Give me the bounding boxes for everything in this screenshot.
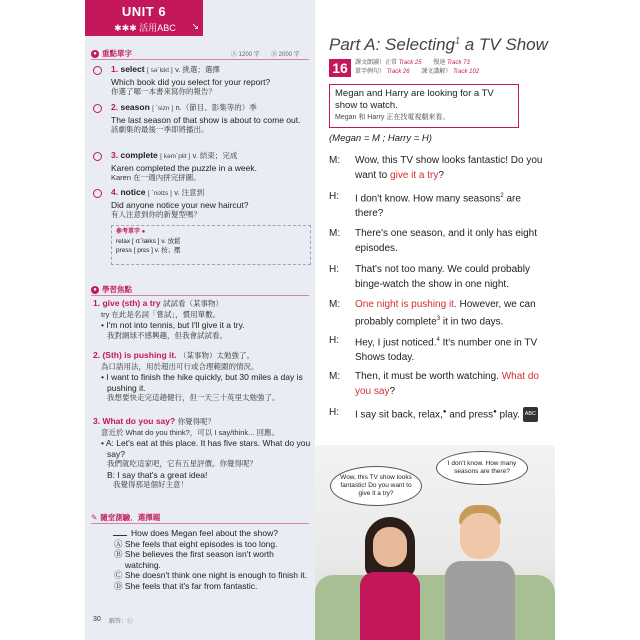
vocab-item: 3. complete [ kəm`plit ] v. 結束；完成 Karen completed the puzzle in a week. Karen 在一週內拼完拼圖。 xyxy=(111,150,258,182)
vocab-section-title: 重點單字 xyxy=(102,49,132,58)
unit-header xyxy=(85,0,203,36)
part-title: Part A: Selecting$^1$ a TV Show xyxy=(329,35,548,54)
unit-subtitle: ✱✱✱ 活用ABC xyxy=(114,23,176,33)
dialogue-line: M: Wow, this TV show looks fantastic! Do you want to give it a try? xyxy=(329,155,543,181)
speech-bubble-harry: I don't know. How many seasons are there? xyxy=(436,451,528,485)
intro-box xyxy=(329,84,519,128)
vocab-item: 4. notice [ `notɪs ] v. 注意到 Did anyone notice your new haircut? 有人注意到你的新髮型嗎？ xyxy=(111,187,249,219)
dialogue-line: M: One night is pushing it. However, we can probably complete$^3$ it in two days. xyxy=(329,299,536,328)
ref-word: press [ prɛs ] v. 按；壓 xyxy=(116,247,181,254)
ref-word: relax [ rɪ`læks ] v. 放鬆 xyxy=(116,238,181,245)
quiz-option[interactable]: Ⓓ She feels that it's far from fantastic. xyxy=(114,580,258,591)
quiz-question: How does Megan feel about the show? xyxy=(131,528,278,538)
divider xyxy=(91,59,309,60)
track-label: 課文講解） xyxy=(421,69,452,75)
cast-list: (Megan = M ; Harry = H) xyxy=(329,133,432,144)
sofa xyxy=(315,575,555,640)
quiz-heading xyxy=(91,512,160,523)
word-count-b: Ⓑ 2000 字 xyxy=(271,52,300,58)
notes-column xyxy=(85,0,315,640)
intro-chinese: Megan 和 Harry 正在找電視劇來看。 xyxy=(335,114,450,121)
answer-key: 解答：Ⓒ xyxy=(109,619,134,625)
learning-section-heading xyxy=(91,284,132,295)
vocab-item: 1. select [ sə`lɛkt ] v. 挑選；選擇 Which book did you select for your report? 你選了哪一本書來寫你的報告？ xyxy=(111,64,271,96)
ref-title: 參考單字 ● xyxy=(116,229,146,235)
track-number: 16 xyxy=(329,59,351,77)
reference-words-box xyxy=(111,225,311,265)
abc-badge: ABC xyxy=(523,407,538,422)
bullet-icon: ● xyxy=(91,50,99,58)
dialogue-line: H: I say sit back, relax,● and press● play. ABC xyxy=(329,407,537,421)
vocab-item: 2. season [ `sizn ] n.（節目、影集等的）季 The last season of that show is about to come out. 該劇集的最後一季即將播出。 xyxy=(111,102,301,134)
quiz-option[interactable]: Ⓑ She believes the first season isn't worth watching. xyxy=(114,549,274,570)
learning-point: 3. What do you say? 你覺得呢？ 意近於 What do you think?，可以 I say/think... 回應。 • A: Let's eat at this place. It has five stars. What do you say? 我們就吃這家吧，它有五星評價。你覺得呢？ B: I say that's a great idea! 我覺得那是個好主意！ xyxy=(93,416,311,489)
woman-figure xyxy=(360,517,420,640)
learning-point: 2. (Sth) is pushing it. （某事物）太勉強了。 為口語用法，用於超出可行或合理範圍的情況。 • I want to finish the hike quickly, but 30 miles a day is pushing it. 我想要快走完這趟健行，但一天三十英里太勉強了。 xyxy=(93,350,303,402)
speech-bubble-megan: Wow, this TV show looks fantastic! Do you want to give it a try? xyxy=(330,466,422,506)
unit-title: UNIT 6 xyxy=(121,4,167,19)
dialogue-line: H: That's not too many. We could probably binge-watch the show in one night. xyxy=(329,264,530,290)
checkbox-icon xyxy=(93,104,102,113)
track-link[interactable]: Track 26 xyxy=(386,69,410,75)
intro-english: Megan and Harry are looking for a TV show to watch. xyxy=(335,88,494,111)
dialogue-line: H: I don't know. How many seasons$^2$ are there? xyxy=(329,191,521,220)
dialogue-line: M: There's one season, and it only has eight episodes. xyxy=(329,228,538,254)
bullet-icon: ● xyxy=(91,286,99,294)
dialogue-line: H: Hey, I just noticed.$^4$ It's number one in TV Shows today. xyxy=(329,335,538,364)
quiz-option[interactable]: Ⓒ She doesn't think one night is enough to finish it. xyxy=(114,570,307,580)
divider xyxy=(91,295,309,296)
track-label: 單字例句） xyxy=(355,69,386,75)
pencil-icon: ✎ xyxy=(91,513,98,522)
checkbox-icon xyxy=(93,66,102,75)
dialogue-line: M: Then, it must be worth watching. What do you say? xyxy=(329,371,539,397)
track-link[interactable]: Track 25 xyxy=(398,60,422,66)
vocab-section-heading xyxy=(91,48,132,59)
quiz-option[interactable]: Ⓐ She feels that eight episodes is too long. xyxy=(114,538,278,549)
track-link[interactable]: Track 102 xyxy=(452,69,480,75)
checkbox-icon xyxy=(93,152,102,161)
track-link[interactable]: Track 73 xyxy=(446,60,470,66)
arrow-icon: ↘ xyxy=(191,21,199,31)
page-number: 30 xyxy=(93,616,101,623)
quiz-title: 隨堂測驗．選擇題 xyxy=(100,513,161,522)
man-figure xyxy=(445,505,515,640)
learning-section-title: 學習焦點 xyxy=(102,285,132,294)
quiz-block xyxy=(93,528,311,591)
checkbox-icon xyxy=(93,189,102,198)
divider xyxy=(91,523,309,524)
track-label: 課文朗讀）正常 xyxy=(355,60,398,66)
track-label: 慢速 xyxy=(433,60,446,66)
audio-tracks xyxy=(355,59,550,77)
word-count-a: Ⓐ 1200 字 xyxy=(231,52,260,58)
learning-point: 1. give (sth) a try 試試看（某事物） try 在此是名詞「嘗試」，慣用單數。 • I'm not into tennis, but I'll give it a try. 我對網球不感興趣，但我會試試看。 xyxy=(93,298,245,340)
